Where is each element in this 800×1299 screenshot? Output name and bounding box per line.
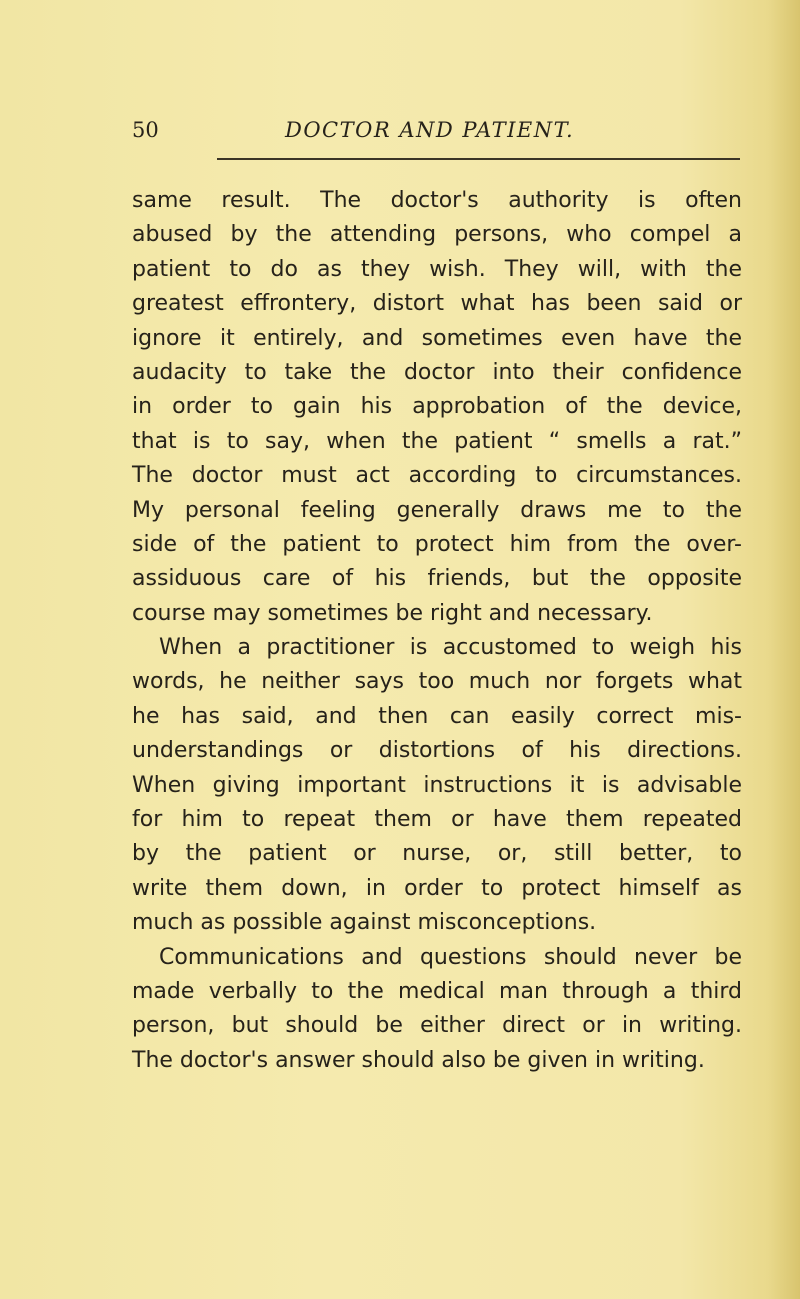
- text-line: My personal feeling generally draws me to the: [132, 497, 742, 523]
- text-line: audacity to take the doctor into their confidence: [132, 359, 742, 385]
- running-title: DOCTOR AND PATIENT.: [285, 118, 575, 142]
- text-line: Communications and questions should never be: [159, 944, 742, 970]
- text-line: made verbally to the medical man through a third: [132, 978, 742, 1004]
- text-line: The doctor's answer should also be given in writing.: [132, 1047, 705, 1073]
- text-line: he has said, and then can easily correct mis-: [132, 703, 742, 729]
- text-line: by the patient or nurse, or, still better, to: [132, 841, 742, 867]
- paragraph-3: [132, 941, 742, 1079]
- text-line: that is to say, when the patient “ smells a rat.”: [132, 428, 742, 454]
- text-line: person, but should be either direct or in writing.: [132, 1013, 742, 1039]
- page-number: 50: [132, 118, 159, 142]
- text-line: much as possible against misconceptions.: [132, 910, 597, 936]
- text-line: greatest effrontery, distort what has been said or: [132, 291, 742, 317]
- running-head: [132, 118, 742, 148]
- text-line: The doctor must act according to circumstances.: [132, 463, 742, 489]
- text-line: course may sometimes be right and necessary.: [132, 600, 653, 626]
- text-line: assiduous care of his friends, but the opposite: [132, 566, 742, 592]
- text-line: same result. The doctor's authority is often: [132, 188, 742, 213]
- text-line: When giving important instructions it is advisable: [132, 772, 742, 798]
- text-line: ignore it entirely, and sometimes even have the: [132, 325, 742, 351]
- body-text: [132, 184, 742, 1078]
- text-line: write them down, in order to protect himself as: [132, 875, 742, 901]
- text-line: words, he neither says too much nor forgets what: [132, 669, 742, 695]
- text-line: for him to repeat them or have them repeated: [132, 807, 742, 833]
- text-line: patient to do as they wish. They will, with the: [132, 256, 742, 282]
- paragraph-1: [132, 184, 742, 631]
- text-line: abused by the attending persons, who compel a: [132, 222, 742, 248]
- text-line: in order to gain his approbation of the device,: [132, 394, 742, 420]
- paragraph-2: [132, 631, 742, 941]
- header-rule: [217, 158, 740, 160]
- text-line: When a practitioner is accustomed to weigh his: [159, 635, 742, 661]
- text-line: understandings or distortions of his directions.: [132, 738, 742, 764]
- text-line: side of the patient to protect him from the over-: [132, 531, 742, 557]
